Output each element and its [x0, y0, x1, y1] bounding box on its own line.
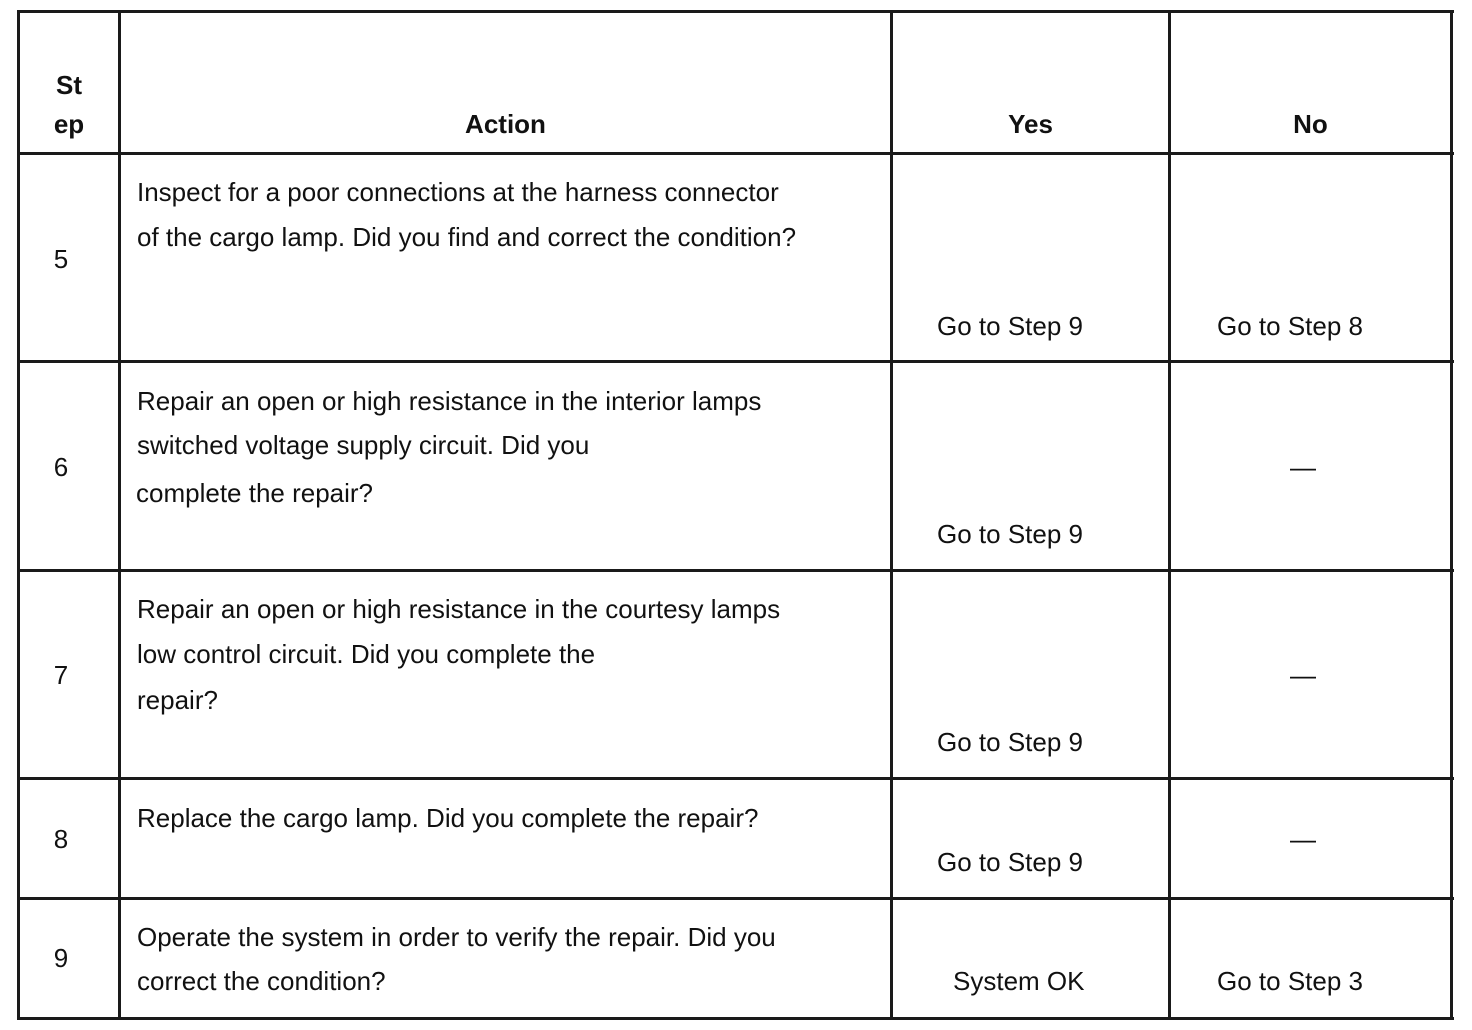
- step-number: 9: [53, 943, 69, 973]
- header-step-line2: ep: [53, 109, 85, 139]
- no-result: —: [1290, 452, 1316, 482]
- row-divider: [17, 569, 1454, 572]
- action-text: correct the condition?: [137, 966, 386, 996]
- yes-result: Go to Step 9: [937, 727, 1083, 757]
- action-text: low control circuit. Did you complete the: [137, 639, 596, 669]
- action-text: of the cargo lamp. Did you find and correct the condition?: [137, 222, 797, 252]
- yes-result: Go to Step 9: [937, 519, 1083, 549]
- action-text: Repair an open or high resistance in the courtesy lamps: [137, 594, 781, 624]
- border-right: [1450, 10, 1453, 1020]
- action-text: Replace the cargo lamp. Did you complete the repair?: [137, 803, 759, 833]
- yes-result: System OK: [953, 966, 1085, 996]
- step-number: 7: [53, 660, 69, 690]
- action-text: Operate the system in order to verify the repair. Did you: [137, 922, 776, 952]
- border-bottom: [17, 1017, 1454, 1020]
- action-text: switched voltage supply circuit. Did you: [137, 430, 590, 460]
- no-result: —: [1290, 660, 1316, 690]
- no-result: Go to Step 3: [1217, 966, 1363, 996]
- row-divider: [17, 897, 1454, 900]
- action-text: complete the repair?: [136, 478, 374, 508]
- column-divider: [1168, 10, 1171, 1020]
- header-no: No: [1293, 109, 1328, 139]
- border-left: [17, 10, 20, 1020]
- header-action: Action: [465, 109, 546, 139]
- header-yes: Yes: [1008, 109, 1053, 139]
- row-divider: [17, 777, 1454, 780]
- header-step-line1: St: [56, 70, 82, 100]
- action-text: repair?: [137, 685, 218, 715]
- no-result: Go to Step 8: [1217, 311, 1363, 341]
- action-text: Repair an open or high resistance in the interior lamps: [137, 386, 762, 416]
- row-divider: [17, 360, 1454, 363]
- border-top: [17, 10, 1454, 13]
- yes-result: Go to Step 9: [937, 847, 1083, 877]
- step-number: 8: [53, 824, 69, 854]
- step-number: 5: [53, 244, 69, 274]
- header-divider: [17, 152, 1454, 155]
- step-number: 6: [53, 452, 69, 482]
- action-text: Inspect for a poor connections at the harness connector: [137, 177, 779, 207]
- column-divider: [118, 10, 121, 1020]
- column-divider: [890, 10, 893, 1020]
- yes-result: Go to Step 9: [937, 311, 1083, 341]
- no-result: —: [1290, 824, 1316, 854]
